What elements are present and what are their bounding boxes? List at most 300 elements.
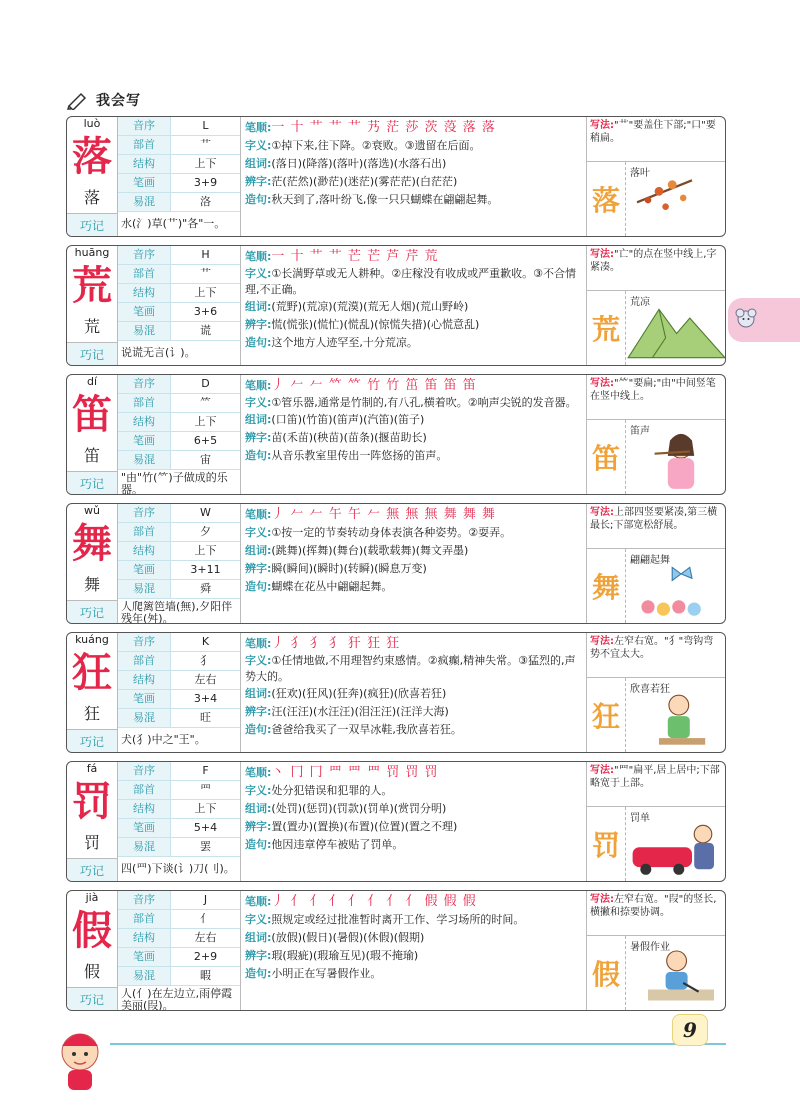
tip-bottom <box>587 162 725 236</box>
illustration <box>626 807 725 881</box>
meaning-label: 字义: <box>245 396 272 409</box>
info-value: 6+5 <box>193 434 218 447</box>
pinyin: huāng <box>74 246 110 259</box>
example-sentence-line <box>245 965 582 983</box>
character-entry <box>66 503 726 624</box>
example-sentence-label: 造句: <box>245 580 272 593</box>
info-label: 笔画 <box>118 432 171 450</box>
writing-tip-label: 写法: <box>590 765 614 776</box>
info-label: 易混 <box>118 580 171 598</box>
info-label: 音序 <box>118 117 171 135</box>
word-examples-line <box>245 685 582 703</box>
info-row-jiegou <box>118 284 240 303</box>
meaning-label: 字义: <box>245 654 272 667</box>
illustration-caption: 落叶 <box>630 168 650 179</box>
example-sentence-label: 造句: <box>245 336 272 349</box>
example-sentence: 他因违章停车被贴了罚单。 <box>271 838 404 851</box>
info-row-yihun <box>118 709 240 728</box>
info-value: 上下 <box>194 544 217 557</box>
stroke-order: 丿 亻 亻 亻 亻 亻 亻 亻 假 假 假 <box>271 894 477 909</box>
info-column <box>118 891 241 1010</box>
example-sentence-label: 造句: <box>245 967 272 980</box>
meaning-line <box>245 137 582 155</box>
detail-column <box>241 375 587 494</box>
info-row-bihua <box>118 174 240 193</box>
writing-tip-column <box>587 117 725 236</box>
memo-text: 人(亻)在左边立,雨停霞美丽(叚)。 <box>121 987 233 1011</box>
info-label: 部首 <box>118 394 171 412</box>
info-value: F <box>202 764 209 777</box>
stroke-order-line <box>245 377 582 395</box>
info-value: 上下 <box>194 415 217 428</box>
info-value: 旺 <box>200 711 211 724</box>
info-label: 音序 <box>118 633 171 651</box>
illustration <box>626 678 725 752</box>
info-label: 易混 <box>118 193 171 211</box>
info-row-jiegou <box>118 155 240 174</box>
similar-characters-line <box>245 316 582 334</box>
info-row-bihua <box>118 819 240 838</box>
writing-tip <box>587 246 725 291</box>
example-sentence-line <box>245 578 582 596</box>
similar-characters-line <box>245 173 582 191</box>
info-value: 夕 <box>200 525 211 538</box>
pencil-icon <box>66 90 90 110</box>
meaning-label: 字义: <box>245 784 272 797</box>
word-examples: (处罚)(惩罚)(罚款)(罚单)(赏罚分明) <box>271 802 447 815</box>
meaning-line <box>245 524 582 542</box>
memo-text: 四(罒)下谈(讠)刀(刂)。 <box>121 862 235 875</box>
memo-label: 巧记 <box>67 213 117 236</box>
info-row-yinxu <box>118 762 240 781</box>
pinyin: luò <box>83 117 101 130</box>
character-large: 狂 <box>72 649 112 696</box>
illustration-caption: 荒凉 <box>630 297 650 308</box>
practice-character: 荒 <box>587 291 626 365</box>
detail-column <box>241 762 587 881</box>
info-row-jiegou <box>118 929 240 948</box>
info-row-jiegou <box>118 671 240 690</box>
info-label: 结构 <box>118 284 171 302</box>
info-row-yinxu <box>118 375 240 394</box>
character-column <box>67 375 118 494</box>
example-sentence: 小明正在写暑假作业。 <box>271 967 382 980</box>
similar-characters-label: 辨字: <box>245 431 272 444</box>
writing-tip-text: 上部四竖要紧凑,第三横最长;下部宽松舒展。 <box>590 507 718 531</box>
meaning: ①长满野草或无人耕种。②庄稼没有收成或严重歉收。③不合情理,不正确。 <box>245 267 576 296</box>
meaning-line <box>245 782 582 800</box>
pinyin: kuáng <box>75 633 109 646</box>
character-column <box>67 633 118 752</box>
info-value: K <box>201 635 210 648</box>
info-label: 结构 <box>118 929 171 947</box>
stroke-order-line <box>245 893 582 911</box>
meaning: 照规定或经过批准暂时离开工作、学习场所的时间。 <box>271 913 525 926</box>
word-examples-label: 组词: <box>245 300 272 313</box>
info-row-bushou <box>118 781 240 800</box>
info-value: 上下 <box>194 286 217 299</box>
mascot-illustration <box>52 1018 108 1098</box>
info-value: 罢 <box>200 840 211 853</box>
stroke-order-line <box>245 248 582 266</box>
similar-characters-line <box>245 560 582 578</box>
example-sentence: 爸爸给我买了一双旱冰鞋,我欣喜若狂。 <box>271 723 462 736</box>
info-value: 左右 <box>194 673 217 686</box>
meaning-label: 字义: <box>245 139 272 152</box>
writing-tip <box>587 891 725 936</box>
character-large: 罚 <box>72 778 112 825</box>
similar-characters: 瞬(瞬间)(瞬时)(转瞬)(瞬息万变) <box>271 562 427 575</box>
info-label: 笔画 <box>118 690 171 708</box>
illustration-caption: 欣喜若狂 <box>630 684 670 695</box>
stroke-order-label: 笔顺: <box>245 637 272 650</box>
stroke-order-label: 笔顺: <box>245 121 272 134</box>
writing-tip-column <box>587 375 725 494</box>
info-label: 结构 <box>118 155 171 173</box>
info-row-jiegou <box>118 800 240 819</box>
info-label: 结构 <box>118 671 171 689</box>
writing-tip <box>587 762 725 807</box>
stroke-order-line <box>245 506 582 524</box>
memo-text: "由"竹(⺮)子做成的乐器。 <box>121 471 228 495</box>
meaning-label: 字义: <box>245 267 272 280</box>
example-sentence-label: 造句: <box>245 449 272 462</box>
info-column <box>118 246 241 365</box>
meaning-label: 字义: <box>245 526 272 539</box>
info-value: 艹 <box>200 138 211 151</box>
word-examples-label: 组词: <box>245 687 272 700</box>
info-value: 谎 <box>200 324 211 337</box>
similar-characters-line <box>245 818 582 836</box>
practice-character: 罚 <box>587 807 626 881</box>
meaning-line <box>245 653 582 685</box>
word-examples-label: 组词: <box>245 931 272 944</box>
info-row-bihua <box>118 432 240 451</box>
meaning: ①任情地做,不用理智约束感情。②疯癫,精神失常。③猛烈的,声势大的。 <box>245 654 576 683</box>
info-value: L <box>202 119 209 132</box>
meaning: ①掉下来,往下降。②衰败。③遗留在后面。 <box>271 139 481 152</box>
similar-characters-label: 辨字: <box>245 318 272 331</box>
info-row-bushou <box>118 265 240 284</box>
writing-tip-text: "罒"扁平,居上居中;下部略宽于上部。 <box>590 765 720 789</box>
info-label: 部首 <box>118 910 171 928</box>
info-row-bushou <box>118 910 240 929</box>
meaning: ①管乐器,通常是竹制的,有八孔,横着吹。②响声尖锐的发音器。 <box>271 396 577 409</box>
character-large: 舞 <box>72 520 112 567</box>
info-value: 3+11 <box>190 563 221 576</box>
writing-tip-label: 写法: <box>590 636 614 647</box>
tip-bottom <box>587 420 725 494</box>
stroke-order: 丿 犭 犭 犭 犴 狂 狂 <box>271 636 401 651</box>
illustration <box>626 549 725 623</box>
pinyin: dí <box>86 375 98 388</box>
info-row-bushou <box>118 136 240 155</box>
tip-bottom <box>587 678 725 752</box>
info-row-bihua <box>118 303 240 322</box>
character-entry <box>66 890 726 1011</box>
info-row-yihun <box>118 967 240 986</box>
info-value: 洛 <box>200 195 211 208</box>
character-print: 舞 <box>83 575 100 594</box>
example-sentence-line <box>245 447 582 465</box>
tip-bottom <box>587 291 725 365</box>
info-label: 结构 <box>118 800 171 818</box>
character-entry <box>66 245 726 366</box>
word-examples-line <box>245 298 582 316</box>
info-row-bushou <box>118 394 240 413</box>
info-label: 易混 <box>118 967 171 985</box>
meaning-line <box>245 911 582 929</box>
practice-character: 舞 <box>587 549 626 623</box>
info-value: 2+9 <box>193 950 218 963</box>
info-column <box>118 762 241 881</box>
word-examples: (放假)(假日)(暑假)(休假)(假期) <box>271 931 425 944</box>
memo-label: 巧记 <box>67 987 117 1010</box>
character-print: 假 <box>83 962 100 981</box>
info-label: 易混 <box>118 322 171 340</box>
info-row-yihun <box>118 838 240 857</box>
example-sentence-label: 造句: <box>245 838 272 851</box>
character-entry <box>66 632 726 753</box>
stroke-order-label: 笔顺: <box>245 250 272 263</box>
info-label: 笔画 <box>118 948 171 966</box>
detail-column <box>241 891 587 1010</box>
character-column <box>67 246 118 365</box>
info-label: 部首 <box>118 265 171 283</box>
info-value: 犭 <box>200 654 211 667</box>
info-label: 笔画 <box>118 561 171 579</box>
writing-tip-text: "⺮"要扁;"由"中间竖笔在竖中线上。 <box>590 378 716 402</box>
info-label: 部首 <box>118 136 171 154</box>
info-label: 部首 <box>118 652 171 670</box>
info-value: 3+9 <box>193 176 218 189</box>
similar-characters: 慌(慌张)(慌忙)(慌乱)(惊慌失措)(心慌意乱) <box>271 318 480 331</box>
stroke-order-line <box>245 635 582 653</box>
word-examples-line <box>245 929 582 947</box>
character-large: 落 <box>72 133 112 180</box>
memo-text: 水(氵)草(艹)"各"一。 <box>121 217 226 230</box>
similar-characters-line <box>245 947 582 965</box>
memo-label: 巧记 <box>67 600 117 623</box>
info-value: 3+4 <box>193 692 218 705</box>
word-examples-line <box>245 800 582 818</box>
word-examples-label: 组词: <box>245 157 272 170</box>
info-row-yihun <box>118 580 240 599</box>
similar-characters-line <box>245 703 582 721</box>
similar-characters: 茫(茫然)(渺茫)(迷茫)(雾茫茫)(白茫茫) <box>271 175 458 188</box>
similar-characters-label: 辨字: <box>245 562 272 575</box>
character-entries <box>66 116 726 1019</box>
info-row-yinxu <box>118 891 240 910</box>
info-label: 音序 <box>118 375 171 393</box>
writing-tip-text: "亡"的点在竖中线上,字紧凑。 <box>590 249 717 273</box>
practice-character: 假 <box>587 936 626 1010</box>
character-print: 落 <box>83 188 100 207</box>
example-sentence: 蝴蝶在花丛中翩翩起舞。 <box>271 580 393 593</box>
writing-tip-label: 写法: <box>590 507 614 518</box>
writing-tip <box>587 633 725 678</box>
similar-characters: 汪(汪汪)(水汪汪)(泪汪汪)(汪洋大海) <box>271 705 449 718</box>
stroke-order: 一 十 艹 艹 艹 艿 茫 莎 茨 莈 落 落 <box>271 120 496 135</box>
stroke-order: 丶 冂 冂 罒 罒 罒 罚 罚 罚 <box>271 765 439 780</box>
info-row-yinxu <box>118 633 240 652</box>
info-label: 笔画 <box>118 303 171 321</box>
similar-characters-label: 辨字: <box>245 820 272 833</box>
info-value: W <box>200 506 211 519</box>
example-sentence: 这个地方人迹罕至,十分荒凉。 <box>271 336 418 349</box>
info-value: 左右 <box>194 931 217 944</box>
info-label: 音序 <box>118 762 171 780</box>
memo-label: 巧记 <box>67 729 117 752</box>
similar-characters-line <box>245 429 582 447</box>
info-row-bihua <box>118 690 240 709</box>
example-sentence-label: 造句: <box>245 723 272 736</box>
mouse-icon <box>734 306 758 330</box>
info-row-bushou <box>118 523 240 542</box>
writing-tip-text: 左窄右宽。"犭"弯钩弯势不宜太大。 <box>590 636 714 660</box>
writing-tip-text: 左窄右宽。"叚"的竖长,横撇和捺要协调。 <box>590 894 717 918</box>
stroke-order-line <box>245 119 582 137</box>
memo-label: 巧记 <box>67 471 117 494</box>
similar-characters-label: 辨字: <box>245 949 272 962</box>
example-sentence: 从音乐教室里传出一阵悠扬的笛声。 <box>271 449 448 462</box>
section-title: 我会写 <box>96 93 141 109</box>
stroke-order: 丿 𠂉 𠂉 午 午 𠂉 無 無 無 舞 舞 舞 <box>271 507 496 522</box>
info-row-bushou <box>118 652 240 671</box>
info-row-yihun <box>118 193 240 212</box>
word-examples-label: 组词: <box>245 413 272 426</box>
word-examples: (口笛)(竹笛)(笛声)(汽笛)(笛子) <box>271 413 425 426</box>
info-label: 部首 <box>118 781 171 799</box>
info-label: 音序 <box>118 891 171 909</box>
character-column <box>67 762 118 881</box>
writing-tip-column <box>587 891 725 1010</box>
section-header <box>66 88 141 112</box>
writing-tip-label: 写法: <box>590 378 614 389</box>
memo-text: 说谎无言(讠)。 <box>121 346 196 359</box>
stroke-order-label: 笔顺: <box>245 766 272 779</box>
writing-tip-column <box>587 762 725 881</box>
info-value: 3+6 <box>193 305 218 318</box>
meaning-line <box>245 395 582 411</box>
detail-column <box>241 504 587 623</box>
meaning: ①按一定的节奏转动身体表演各种姿势。②耍弄。 <box>271 526 512 539</box>
example-sentence-line <box>245 836 582 854</box>
illustration-caption: 翩翩起舞 <box>630 555 670 566</box>
info-label: 音序 <box>118 246 171 264</box>
character-entry <box>66 116 726 237</box>
info-row-yihun <box>118 322 240 341</box>
info-value: 罒 <box>200 783 211 796</box>
info-value: 暇 <box>200 969 211 982</box>
tip-bottom <box>587 936 725 1010</box>
info-value: 上下 <box>194 802 217 815</box>
tip-bottom <box>587 807 725 881</box>
memo-text: 人爬篱笆墙(無),夕阳伴残年(舛)。 <box>121 600 233 624</box>
word-examples-label: 组词: <box>245 544 272 557</box>
word-examples: (荒野)(荒凉)(荒漠)(荒无人烟)(荒山野岭) <box>271 300 469 313</box>
pinyin: jià <box>85 891 99 904</box>
info-label: 易混 <box>118 451 171 469</box>
example-sentence: 秋天到了,落叶纷飞,像一只只蝴蝶在翩翩起舞。 <box>271 193 499 206</box>
info-label: 结构 <box>118 413 171 431</box>
info-row-bihua <box>118 948 240 967</box>
meaning: 处分犯错误和犯罪的人。 <box>271 784 393 797</box>
detail-column <box>241 633 587 752</box>
writing-tip-column <box>587 246 725 365</box>
memo-label: 巧记 <box>67 858 117 881</box>
detail-column <box>241 117 587 236</box>
writing-tip-column <box>587 633 725 752</box>
writing-tip-text: "艹"要盖住下部;"口"要稍扁。 <box>590 120 716 144</box>
memo-text: 犬(犭)中之"王"。 <box>121 733 206 746</box>
info-column <box>118 633 241 752</box>
info-value: 舜 <box>200 582 211 595</box>
footer-line <box>110 1043 726 1045</box>
detail-column <box>241 246 587 365</box>
illustration-caption: 笛声 <box>630 426 650 437</box>
info-row-yinxu <box>118 504 240 523</box>
character-column <box>67 504 118 623</box>
memo-label: 巧记 <box>67 342 117 365</box>
similar-characters-label: 辨字: <box>245 705 272 718</box>
info-row-jiegou <box>118 413 240 432</box>
writing-tip <box>587 504 725 549</box>
info-label: 笔画 <box>118 819 171 837</box>
practice-character: 笛 <box>587 420 626 494</box>
illustration-caption: 暑假作业 <box>630 942 670 953</box>
stroke-order-line <box>245 764 582 782</box>
word-examples-line <box>245 155 582 173</box>
character-print: 笛 <box>83 446 100 465</box>
character-large: 荒 <box>72 262 112 309</box>
info-value: 宙 <box>200 453 211 466</box>
example-sentence-label: 造句: <box>245 193 272 206</box>
tip-bottom <box>587 549 725 623</box>
pinyin: wǔ <box>84 504 100 517</box>
writing-tip-label: 写法: <box>590 120 614 131</box>
info-value: J <box>203 893 208 906</box>
info-value: D <box>201 377 210 390</box>
writing-tip-label: 写法: <box>590 894 614 905</box>
info-row-yinxu <box>118 246 240 265</box>
example-sentence-line <box>245 191 582 209</box>
similar-characters: 瑕(瑕疵)(瑕瑜互见)(瑕不掩瑜) <box>271 949 419 962</box>
info-value: 亻 <box>200 912 211 925</box>
practice-character: 落 <box>587 162 626 236</box>
practice-character: 狂 <box>587 678 626 752</box>
similar-characters: 苗(禾苗)(秧苗)(苗条)(揠苗助长) <box>271 431 427 444</box>
stroke-order-label: 笔顺: <box>245 379 272 392</box>
info-value: 上下 <box>194 157 217 170</box>
info-value: 艹 <box>200 267 211 280</box>
info-row-yinxu <box>118 117 240 136</box>
writing-tip <box>587 375 725 420</box>
info-value: ⺮ <box>200 396 211 409</box>
info-row-yihun <box>118 451 240 470</box>
word-examples: (落日)(降落)(落叶)(落选)(水落石出) <box>271 157 447 170</box>
example-sentence-line <box>245 721 582 739</box>
writing-tip <box>587 117 725 162</box>
info-label: 易混 <box>118 709 171 727</box>
example-sentence-line <box>245 334 582 352</box>
meaning-label: 字义: <box>245 913 272 926</box>
meaning-line <box>245 266 582 298</box>
character-entry <box>66 374 726 495</box>
illustration <box>626 420 725 494</box>
character-column <box>67 891 118 1010</box>
stroke-order-label: 笔顺: <box>245 508 272 521</box>
